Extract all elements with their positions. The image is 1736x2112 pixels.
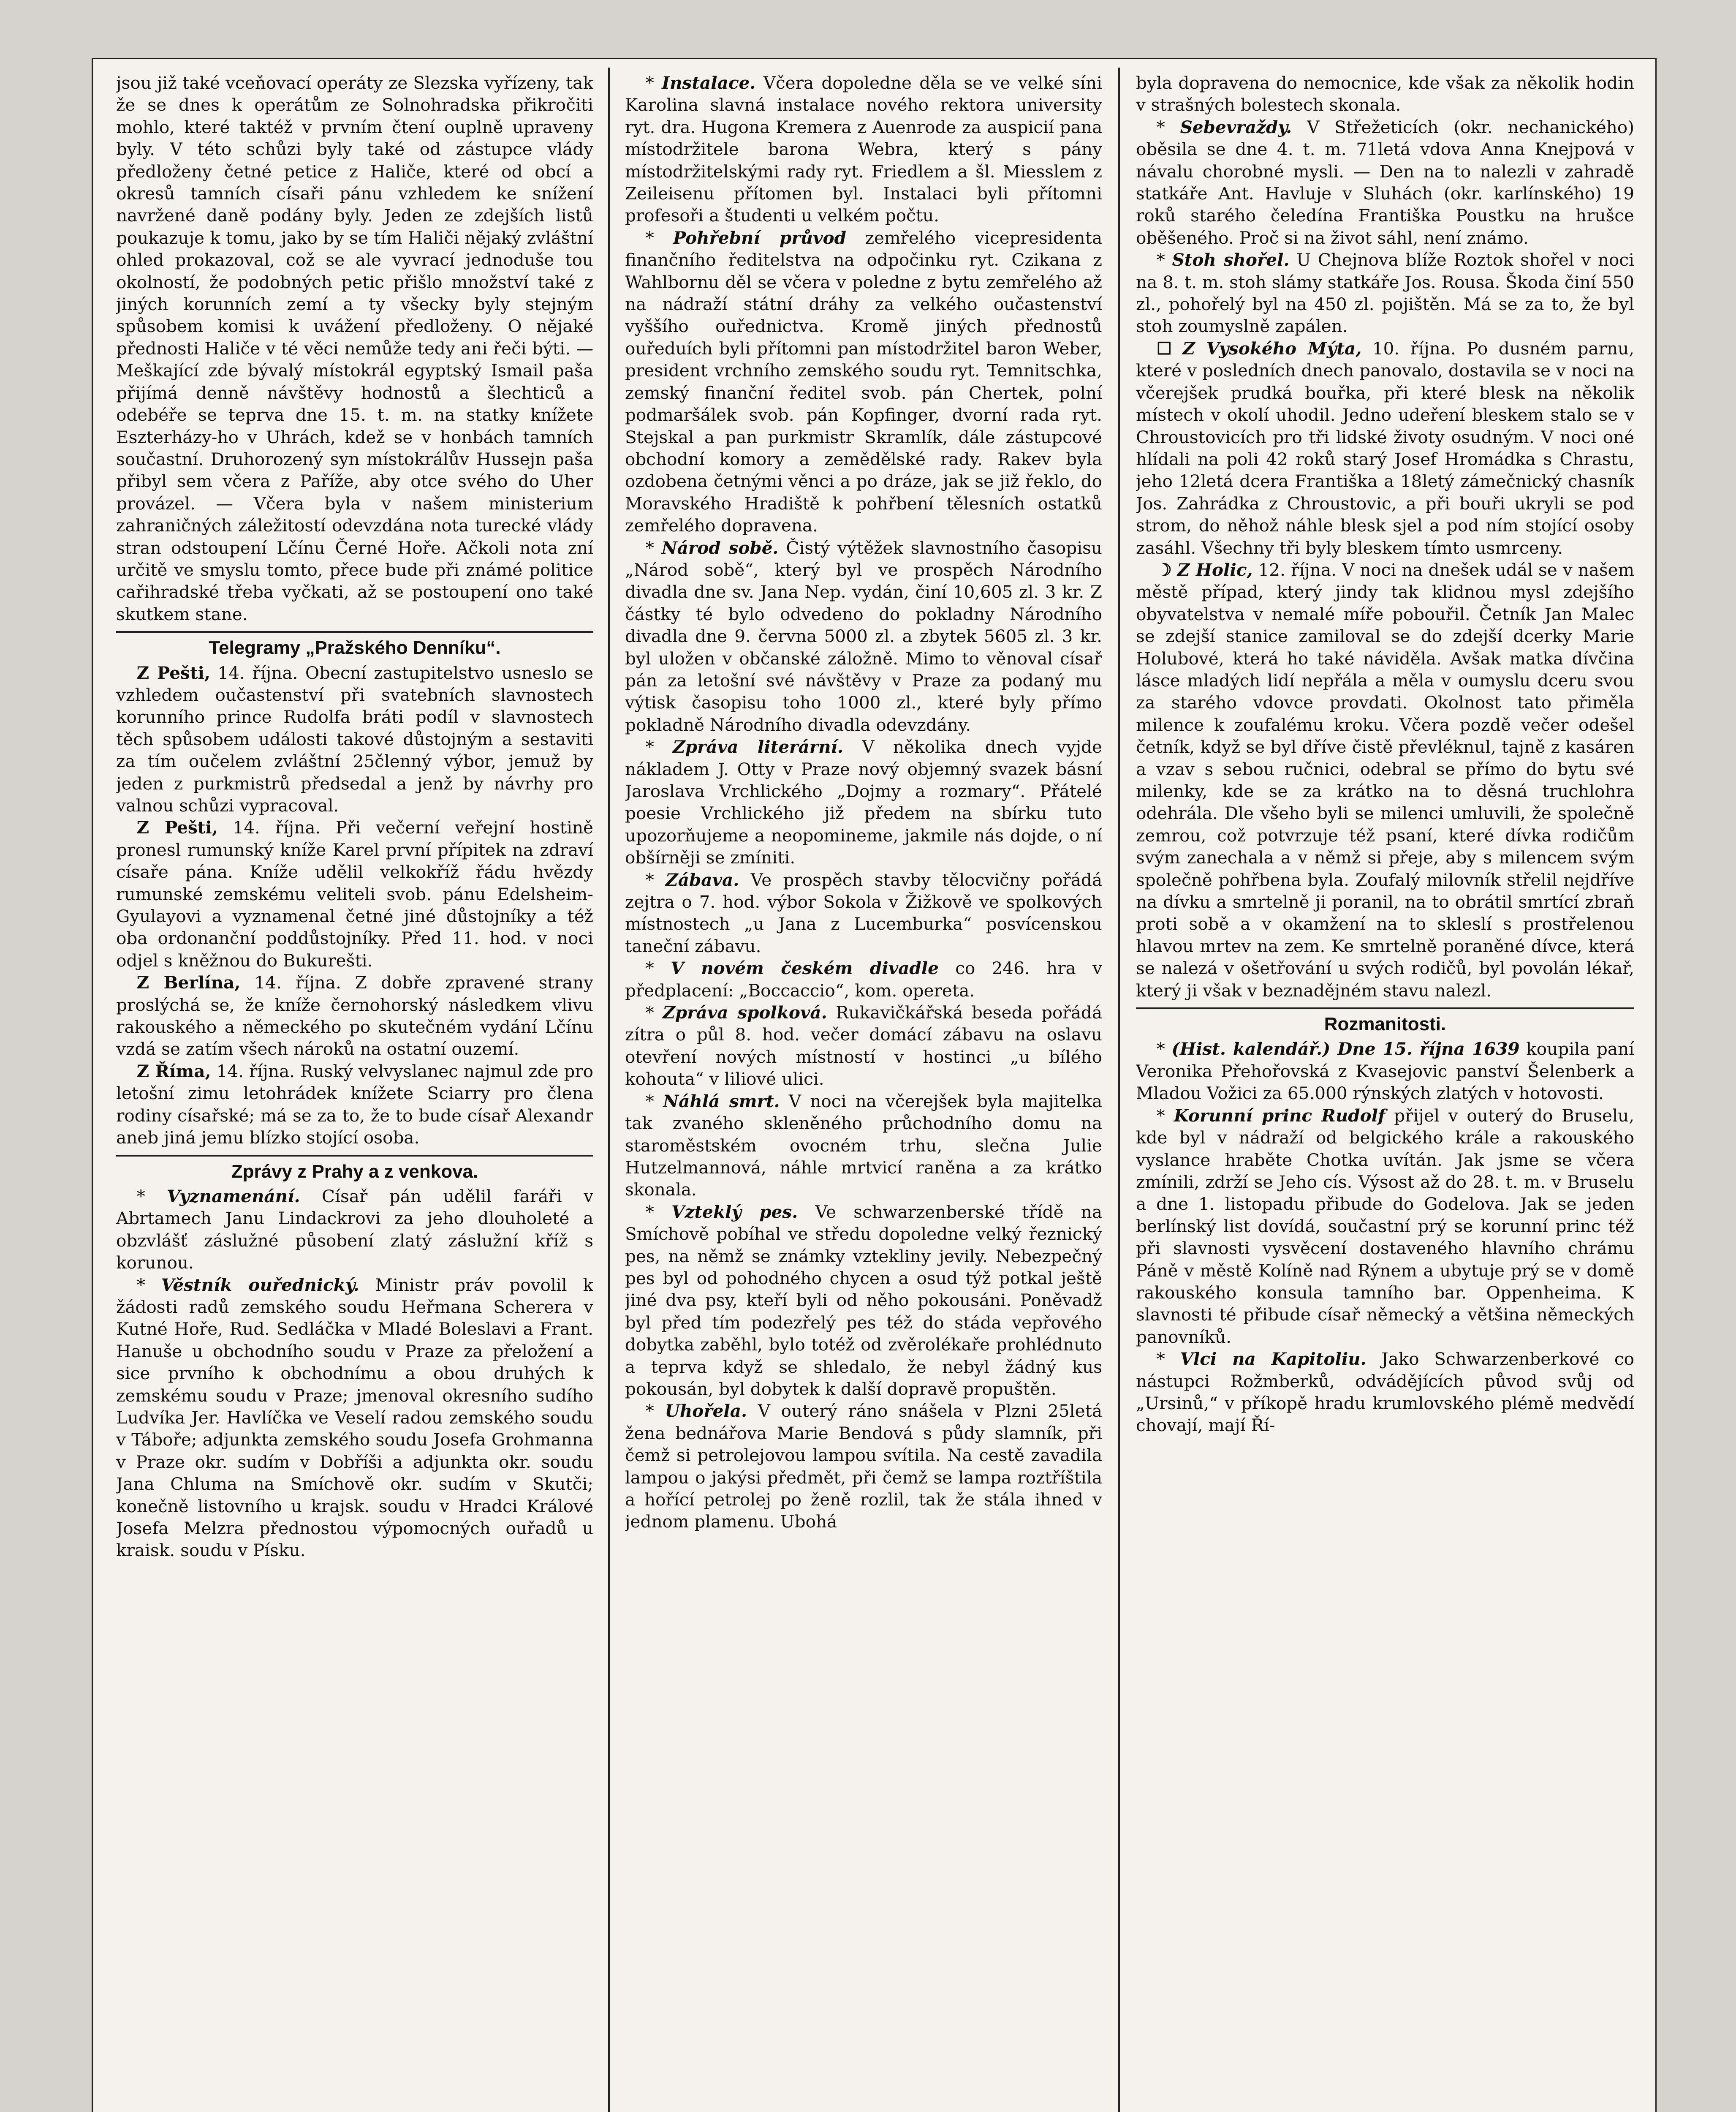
telegram-berlin: Z Berlína, 14. října. Z dobře zpravené strany proslýchá se, že kníže černohorský následkem vlivu rakouského a německého po skutečném vydání Lčínu vzdá se zatím všech nároků na ostatní ouzemí.	[116, 972, 593, 1059]
news-item: ☐ Z Vysokého Mýta, 10. října. Po dusném parnu, které v posledních dnech panovalo, dostavila se v noci na včerejšek prudká bouřka, při které blesk na několik místech v okolí uhodil. Jedno udeření bleskem stalo se v Chroustovicích pro tři lidské životy osudným. V noci oné hlídali na poli 42 roků starý Josef Hromádka s Chrastu, jeho 12letá dcera Františka a 18letý zámečnický chasník Jos. Zahrádka z Chroustovic, a při bouři ukryli se pod strom, do něhož náhle blesk sjel a pod ním stojící osoby zasáhl. Všechny tři byly bleskem tímto usmrceny.	[1136, 338, 1634, 558]
column-rule-1	[608, 68, 610, 2112]
telegram-rome: Z Říma, 14. října. Ruský velvyslanec najmul zde pro letošní zimu letohrádek knížete Sciarry pro člena rodiny císařské; má se za to, že to bude císař Alexandr aneb jiná jemu blízko stojící osoba.	[116, 1061, 593, 1148]
section-heading-miscellany: Rozmanitosti.	[1136, 1007, 1634, 1035]
news-item-continued: byla dopravena do nemocnice, kde však za několik hodin v strašných bolestech skonala.	[1136, 73, 1634, 115]
dateline: Z Pešti,	[136, 817, 218, 838]
telegram-pest-2: Z Pešti, 14. října. Při večerní veřejní hostině pronesl rumunský kníže Karel první přípitek na zdraví císaře pána. Kníže udělil velkokříž řádu hvězdy rumunské zemskému veliteli svob. pánu Edelsheim-Gyulayovi a vyznamenal četné jiné důstojníky a též oba ordonanční poddůstojníky. Před 11. hod. v noci odjel s kněžnou do Bukurešti.	[116, 817, 593, 971]
news-item: * Pohřební průvod zemřelého vicepresidenta finančního ředitelstva na odpočinku ryt. Czikana z Wahlbornu děl se včera v poledne z bytu zemřelého až na nádraží státní dráhy za velkého oučastenství vyššího ouřednictva. Kromě jiných přednostů ouředuích byli přítomni pan místodržitel baron Weber, president vrchního zemského soudu ryt. Temnitschka, zemský finanční ředitel svob. pán Chertek, polní podmaršálek svob. pán Kopfinger, dvorní rada ryt. Stejskal a pan purkmistr Skramlík, dále zástupcové obchodní komory a zemědělské rady. Rakev byla ozdobena četnými věnci a po dráze, jak se již řeklo, do Moravského Hradiště k pohřbení tělesních ostatků zemřelého dopravena.	[625, 227, 1102, 536]
news-item: * Zpráva spolková. Rukavičkářská beseda pořádá zítra o půl 8. hod. večer domácí zábavu na oslavu otevření nových místností v hostinci „u bílého kohouta“ v liliové ulici.	[625, 1002, 1102, 1089]
news-item: * Vyznamenání. Císař pán udělil faráři v Abrtamech Janu Lindackrovi za jeho dlouholeté a obzvlášť záslužné působení zlatý záslužní kříž s korunou.	[116, 1186, 593, 1273]
column-rule-2	[1118, 68, 1120, 2112]
news-item: * Národ sobě. Čistý výtěžek slavnostního časopisu „Národ sobě“, který byl ve prospěch Národního divadla dne sv. Jana Nep. vydán, činí 10,605 zl. 3 kr. Z částky té bylo odvedeno do pokladny Národního divadla dne 9. června 5000 zl. a zbytek 5605 zl. 3 kr. byl uložen v občanské záložně. Mimo to věnoval císař pán za letošní své návštěvy v Praze za podaný mu výtisk časopisu toho 1000 zl., které byly přímo pokladně Národního divadla odevzdány.	[625, 537, 1102, 735]
dateline: Z Říma,	[136, 1061, 211, 1081]
correspondent-mark-icon: ☽	[1156, 559, 1172, 580]
newspaper-page	[93, 59, 1655, 2112]
news-item: * Korunní princ Rudolf přijel v outerý do Bruselu, kde byl v nádraží od belgického krále a rakouského vyslance hraběte Chotka uvítán. Jak jsme se včera zmínili, zdrží se Jeho cís. Výsost až do 28. t. m. v Bruselu a dne 1. listopadu přibude do Godelova. Jak se jeden berlínský list dovídá, součastní prý se korunní princ též při slavnosti vysvěcení dostaveného hlavního chrámu Páně v městě Kolíně nad Rýnem a ubytuje prý se v domě rakouského konsula tamního bar. Oppenheima. K slavnosti té přibude císař německý a většina německých panovníků.	[1136, 1105, 1634, 1347]
news-item: * Zábava. Ve prospěch stavby tělocvičny pořádá zejtra o 7. hod. výbor Sokola v Žižkově ve spolkových místnostech „u Jana z Lucemburka“ posvícenskou taneční zábavu.	[625, 869, 1102, 956]
news-item: * Zpráva literární. V několika dnech vyjde nákladem J. Otty v Praze nový objemný svazek básní Jaroslava Vrchlického „Dojmy a rozmary“. Přátelé poesie Vrchlického již předem na sbírku tuto upozorňujeme a neopomineme, jakmile nás dojde, o ní obšírněji se zmíniti.	[625, 737, 1102, 868]
news-item: * Vlci na Kapitoliu. Jako Schwarzenberkové co nástupci Rožmberků, odvádějících původ svůj od „Ursinů,“ v příkopě hradu krumlovského plémě medvědí chovají, mají Ří-	[1136, 1349, 1634, 1436]
news-item: ☽ Z Holic, 12. října. V noci na dnešek udál se v našem městě případ, který jindy tak klidnou mysl zdejšího obyvatelstva v nemalé míře pobouřil. Četník Jan Malec se zdejší stanice zamiloval se do zdejší dcerky Marie Holubové, která ho také návidělа. Avšak matka dívčina lásce mladých lidí nepřála a měla v oumyslu dceru svou za starého vdovce provdati. Okolnost tato přiměla milence k zoufalému kroku. Včera pozdě večer odešel četník, když se byl dříve čistě převléknul, tajně z kasáren a vzav s sebou ručnici, odebral se přímo do bytu své milenky, kde se za krátko na to děsná truchlohra odehrála. Dle všeho byli se milenci umluvili, že společně zemrou, což potvrzuje též psaní, které dívka rodičům svým zanechala a v němž si přeje, aby s milencem svým společně pohřbena byla. Zoufalý milovník střelil nejdříve na dívku a smrtelně ji poranil, na to obrátil smrtící zbraň proti sobě a v okamžení na to skleslí s prostřelenou hlavou mrtev na zem. Ke smrtelně poraněné dívce, která se nalezá v ošetřování u svých rodičů, byl povolán lékař, který ji však v beznadějném stavu nalezl.	[1136, 559, 1634, 1001]
news-item: * Sebevraždy. V Střežeticích (okr. nechanického) oběsila se dne 4. t. m. 71letá vdova Anna Knejpová v návalu chorobné mysli. — Den na to nalezli v zahradě statkáře Ant. Havluje v Sluhách (okr. karlínského) 19 roků starého čeledína Františka Poustku na hrušce oběšeného. Proč si na život sáhl, není známo.	[1136, 117, 1634, 248]
correspondent-mark-icon: ☐	[1156, 338, 1172, 359]
column-1	[116, 72, 593, 2112]
telegram-pest-1: Z Pešti, 14. října. Obecní zastupitelstvo usneslo se vzhledem oučastenství při svatebních slavnostech korunního prince Rudolfa bráti podíl v slavnostech těch spůsobem události takové důstojným a sestaviti za tím oučelem zvláštní 25členný výbor, jemuž by jeden z purkmistrů předsedal a jenž by návrhy pro valnou schůzi vypracoval.	[116, 662, 593, 816]
news-item: * Vzteklý pes. Ve schwarzenberské třídě na Smíchově pobíhal ve středu dopoledne velký řeznický pes, na němž se známky vzteklinу jevily. Nebezpečný pes byl od pohodného chycen a osud týž potkal ještě jiné dva psy, kteří byli od něho pokousáni. Poněvadž byl před tím podezřelý pes též do stáda vepřového dobytka zaběhl, bylo totéž od zvěrolékaře prohlédnuto a teprva když se shledalo, že nebyl žádný kus pokousán, byl dobytek k další dopravě propuštěn.	[625, 1201, 1102, 1399]
dateline: Z Pešti,	[136, 662, 211, 683]
article-continued-parliament: jsou již také vceňovací operáty ze Slezska vyřízeny, tak že se dnes k operátům ze Solnohradska přikročiti mohlo, které taktéž v prvním čtení ouplně upraveny byly. V této schůzi byly také od zástupce vlády předloženy četné petice z Haliče, které od obcí a okresů tamních císaři pánu vzhledem ke snížení navržené daně podány byly. Jeden ze zdejších listů poukazuje k tomu, jako by se tím Haliči nějaký zvláštní ohled prokazoval, což se ale vyvrací jednoduše tou okolností, že podobných petic přišlo množství také z jiných korunních zemí a ty všecky byly stejným spůsobem komisi k uvážení předloženy. O nějaké přednosti Haliče v té věci nemůže tedy ani řeči býti. — Meškající zde bývalý místokrál egyptský Ismail paša přijímá denně návštěvy hodnostů a šlechticů a odebéře se teprva dne 15. t. m. na statky knížete Eszterházy-ho v Uhrách, kdež se v honbách tamních součastní. Druhorozený syn místokrálův Hussejn paša přibyl sem včera z Paříže, aby otce svého do Uher provázel. — Včera byla v našem ministerium zahraničných záležitostí odevzdána nota turecké vlády stran odstoupení Lčínu Černé Hoře. Ačkoli nota zní určitě ve smyslu tomto, přece bude při známé politice cařihradské třeba vyčkati, až se postoupení ono také skutkem stane.	[116, 73, 593, 624]
news-item: * Stoh shořel. U Chejnova blíže Roztok shořel v noci na 8. t. m. stoh slámy statkáře Jos. Rousa. Škoda činí 550 zl., pohořelý byl na 450 zl. pojištěn. Má se za to, že byl stoh zoumyslně zapálen.	[1136, 250, 1634, 337]
section-heading-prague-news: Zprávy z Prahy a z venkova.	[116, 1155, 593, 1183]
news-item: * (Hist. kalendář.) Dne 15. října 1639 koupila paní Veronika Přehořovská z Kvasejovic panství Šelenberk a Mladou Vožici za 65.000 rýnských zlatých v hotovosti.	[1136, 1039, 1634, 1104]
dateline: Z Berlína,	[136, 972, 241, 993]
news-item: * Náhlá smrt. V noci na včerejšek byla majitelka tak zvaného skleněného průchodního domu na staroměstském ovocném trhu, slečna Julie Hutzelmannová, náhle mrtvicí raněna a za krátko skonala.	[625, 1091, 1102, 1200]
news-item: * V novém českém divadle co 246. hra v předplacení: „Boccaccio“, kom. opereta.	[625, 958, 1102, 1001]
news-item: * Uhořela. V outerý ráno snášela v Plzni 25letá žena bednářova Marie Bendová s půdy slamník, při čemž si petrolejovou lampou svítila. Na cestě zavadila lampou o jakýsi předmět, při čemž se lampa roztříštila a hořící petrolej po ženě rozlil, tak že stála ihned v jednom plamenu. Ubohá	[625, 1401, 1102, 1532]
news-item: * Instalace. Včera dopoledne děla se ve velké síni Karolina slavná instalace nového rektora university ryt. dra. Hugona Kremera z Auenrode za auspicií pana místodržitele barona Webra, který s pány místodržitelskými rady ryt. Friedlem a šl. Miesslem z Zeileisenu přítomen byl. Instalaci byli přítomni profesoři a študenti u velkém počtu.	[625, 73, 1102, 226]
column-3	[1136, 72, 1634, 2112]
column-2	[625, 72, 1102, 2112]
section-heading-telegrams: Telegramy „Pražského Denníku“.	[116, 631, 593, 659]
news-item: * Věstník ouřednický. Ministr práv povolil k žádosti radů zemského soudu Heřmana Scherera v Kutné Hoře, Rud. Sedláčka v Mladé Boleslavi a Frant. Hanuše u obchodního soudu v Praze za přeložení a sice prvního k obchodnímu a obou druhých k zemskému soudu v Praze; jmenoval okresního sudího Ludvíka Jer. Havlíčka ve Veselí radou zemského soudu v Táboře; adjunkta zemského soudu Josefa Grohmanna v Praze okr. sudím v Dobříši a adjunkta okr. soudu Jana Chluma na Smíchově okr. sudím v Skutči; konečně listovního u krajsk. soudu v Hradci Králové Josefa Melzra přednostou výpomocných ouřadů u kraisk. soudu v Písku.	[116, 1274, 593, 1561]
